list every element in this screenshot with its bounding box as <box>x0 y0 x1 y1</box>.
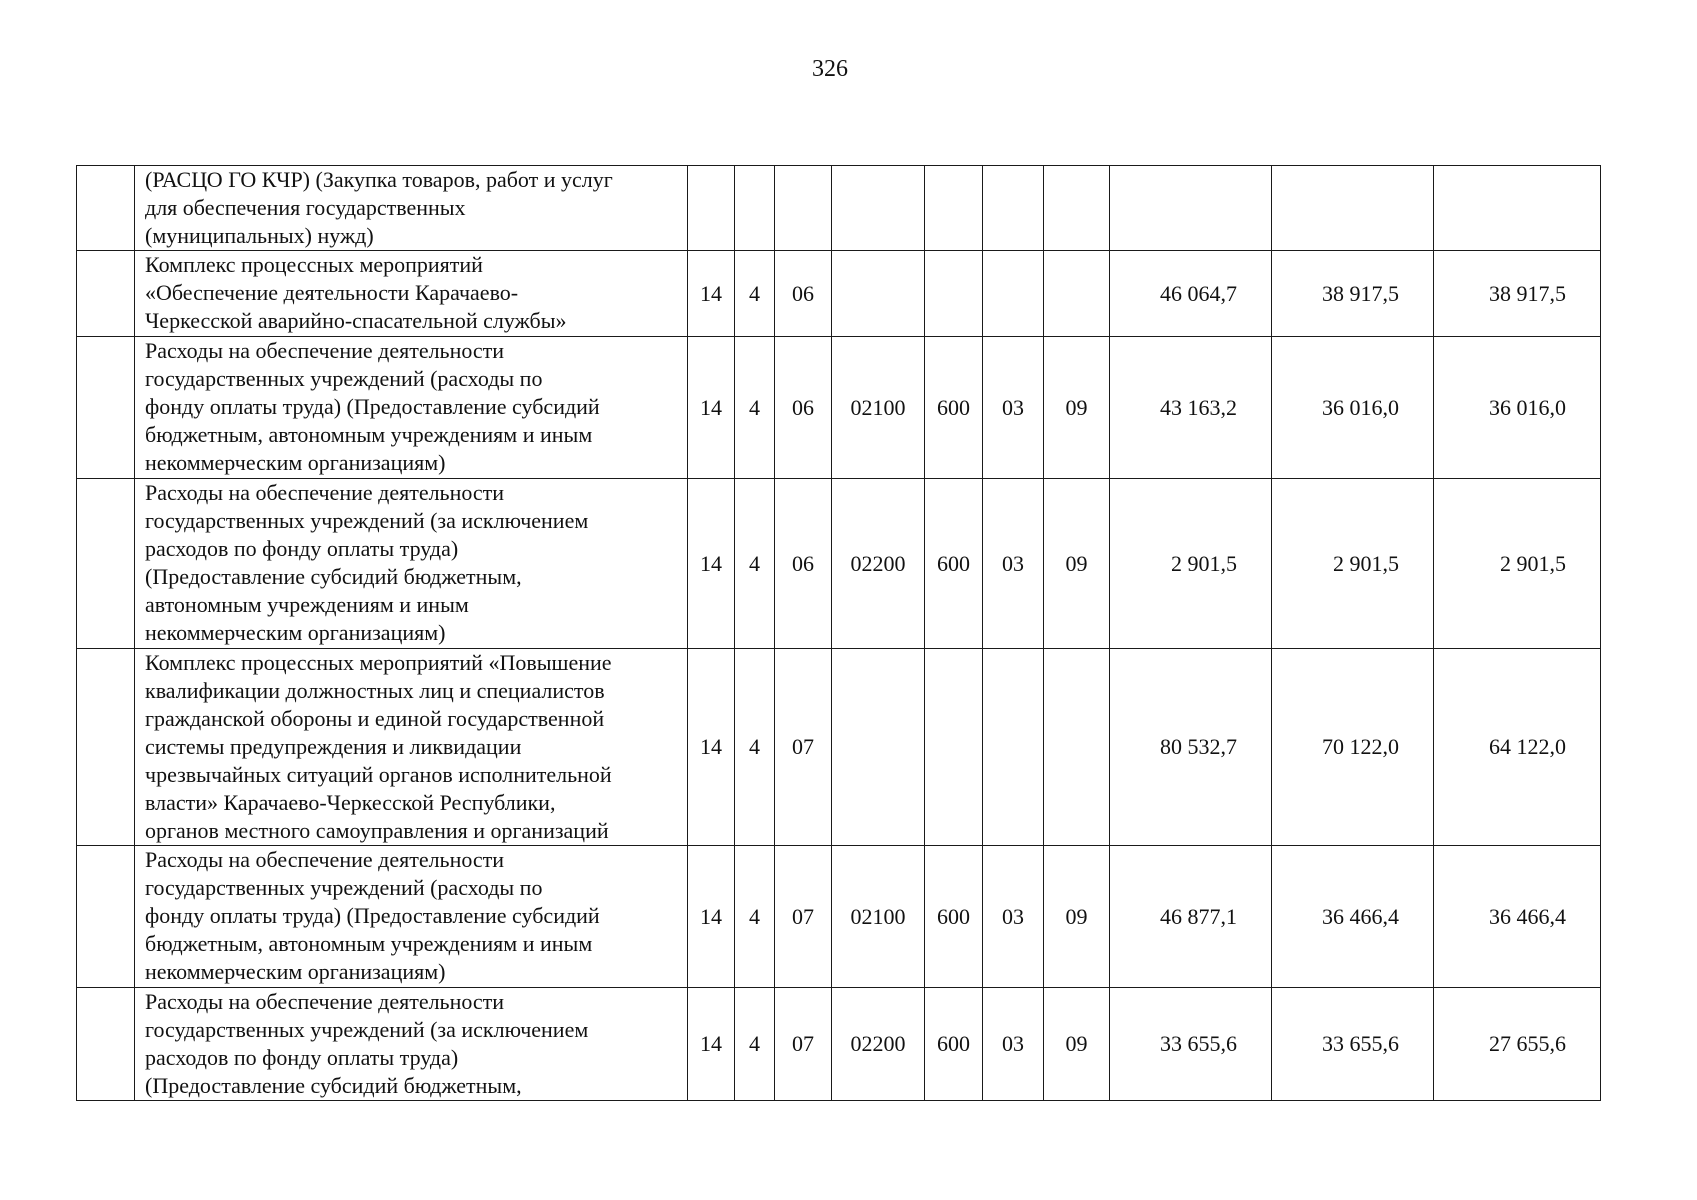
code-cell: 14 <box>688 479 735 649</box>
code-cell <box>925 649 983 846</box>
code-cell: 600 <box>925 337 983 479</box>
code-cell <box>983 166 1044 251</box>
code-cell: 02200 <box>832 988 925 1101</box>
row-number-cell <box>77 337 135 479</box>
code-cell <box>983 251 1044 337</box>
code-cell: 4 <box>735 251 775 337</box>
amount-cell <box>1434 166 1601 251</box>
code-cell: 14 <box>688 649 735 846</box>
code-cell: 06 <box>775 337 832 479</box>
code-cell: 4 <box>735 846 775 988</box>
description-cell: Расходы на обеспечение деятельности государственных учреждений (расходы по фонду оплаты труда) (Предоставление субсидий бюджетным, автономным учреждениям и иным некоммерческим организациям) <box>135 337 688 479</box>
code-cell: 14 <box>688 988 735 1101</box>
code-cell: 02200 <box>832 479 925 649</box>
code-cell: 03 <box>983 846 1044 988</box>
code-cell: 14 <box>688 846 735 988</box>
amount-cell: 2 901,5 <box>1110 479 1272 649</box>
amount-cell: 36 466,4 <box>1272 846 1434 988</box>
table-row <box>77 649 1601 846</box>
row-number-cell <box>77 649 135 846</box>
code-cell: 03 <box>983 988 1044 1101</box>
code-cell: 4 <box>735 337 775 479</box>
amount-cell: 2 901,5 <box>1434 479 1601 649</box>
code-cell <box>832 166 925 251</box>
amount-cell: 70 122,0 <box>1272 649 1434 846</box>
code-cell: 09 <box>1044 988 1110 1101</box>
amount-cell: 38 917,5 <box>1434 251 1601 337</box>
code-cell: 07 <box>775 846 832 988</box>
code-cell <box>1044 649 1110 846</box>
code-cell <box>832 251 925 337</box>
code-cell: 600 <box>925 479 983 649</box>
code-cell: 07 <box>775 988 832 1101</box>
code-cell: 4 <box>735 988 775 1101</box>
amount-cell: 43 163,2 <box>1110 337 1272 479</box>
code-cell <box>983 649 1044 846</box>
code-cell <box>1044 166 1110 251</box>
amount-cell: 80 532,7 <box>1110 649 1272 846</box>
code-cell: 14 <box>688 251 735 337</box>
amount-cell: 46 877,1 <box>1110 846 1272 988</box>
code-cell: 06 <box>775 251 832 337</box>
code-cell: 09 <box>1044 846 1110 988</box>
amount-cell: 2 901,5 <box>1272 479 1434 649</box>
code-cell: 02100 <box>832 846 925 988</box>
description-cell: Комплекс процессных мероприятий «Обеспечение деятельности Карачаево- Черкесской аварийно-спасательной службы» <box>135 251 688 337</box>
table-row <box>77 166 1601 251</box>
budget-table <box>76 165 1601 1101</box>
code-cell <box>735 166 775 251</box>
code-cell <box>1044 251 1110 337</box>
amount-cell: 64 122,0 <box>1434 649 1601 846</box>
code-cell <box>925 166 983 251</box>
code-cell <box>832 649 925 846</box>
code-cell: 4 <box>735 649 775 846</box>
row-number-cell <box>77 846 135 988</box>
code-cell <box>775 166 832 251</box>
table-row <box>77 479 1601 649</box>
description-cell: Расходы на обеспечение деятельности государственных учреждений (расходы по фонду оплаты труда) (Предоставление субсидий бюджетным, автономным учреждениям и иным некоммерческим организациям) <box>135 846 688 988</box>
amount-cell: 33 655,6 <box>1110 988 1272 1101</box>
table-row <box>77 988 1601 1101</box>
code-cell: 600 <box>925 988 983 1101</box>
row-number-cell <box>77 166 135 251</box>
table-row <box>77 251 1601 337</box>
code-cell: 14 <box>688 337 735 479</box>
description-cell: Комплекс процессных мероприятий «Повышение квалификации должностных лиц и специалистов гражданской обороны и единой государственной системы предупреждения и ликвидации чрезвычайных ситуаций органов исполнительной власти» Карачаево-Черкесской Республики, органов местного самоуправления и организаций <box>135 649 688 846</box>
amount-cell <box>1272 166 1434 251</box>
amount-cell: 33 655,6 <box>1272 988 1434 1101</box>
row-number-cell <box>77 988 135 1101</box>
code-cell: 4 <box>735 479 775 649</box>
description-cell: Расходы на обеспечение деятельности государственных учреждений (за исключением расходов по фонду оплаты труда) (Предоставление субсидий бюджетным, автономным учреждениям и иным некоммерческим организациям) <box>135 479 688 649</box>
table-row <box>77 337 1601 479</box>
amount-cell: 46 064,7 <box>1110 251 1272 337</box>
amount-cell: 36 016,0 <box>1272 337 1434 479</box>
code-cell: 600 <box>925 846 983 988</box>
code-cell: 02100 <box>832 337 925 479</box>
row-number-cell <box>77 479 135 649</box>
amount-cell <box>1110 166 1272 251</box>
code-cell: 03 <box>983 479 1044 649</box>
description-cell: Расходы на обеспечение деятельности государственных учреждений (за исключением расходов по фонду оплаты труда) (Предоставление субсидий бюджетным, <box>135 988 688 1101</box>
table-row <box>77 846 1601 988</box>
description-cell: (РАСЦО ГО КЧР) (Закупка товаров, работ и услуг для обеспечения государственных (муниципальных) нужд) <box>135 166 688 251</box>
amount-cell: 36 466,4 <box>1434 846 1601 988</box>
code-cell: 07 <box>775 649 832 846</box>
code-cell <box>925 251 983 337</box>
page-number: 326 <box>812 56 848 82</box>
code-cell: 09 <box>1044 479 1110 649</box>
code-cell: 06 <box>775 479 832 649</box>
amount-cell: 36 016,0 <box>1434 337 1601 479</box>
amount-cell: 38 917,5 <box>1272 251 1434 337</box>
amount-cell: 27 655,6 <box>1434 988 1601 1101</box>
row-number-cell <box>77 251 135 337</box>
code-cell: 03 <box>983 337 1044 479</box>
code-cell <box>688 166 735 251</box>
code-cell: 09 <box>1044 337 1110 479</box>
